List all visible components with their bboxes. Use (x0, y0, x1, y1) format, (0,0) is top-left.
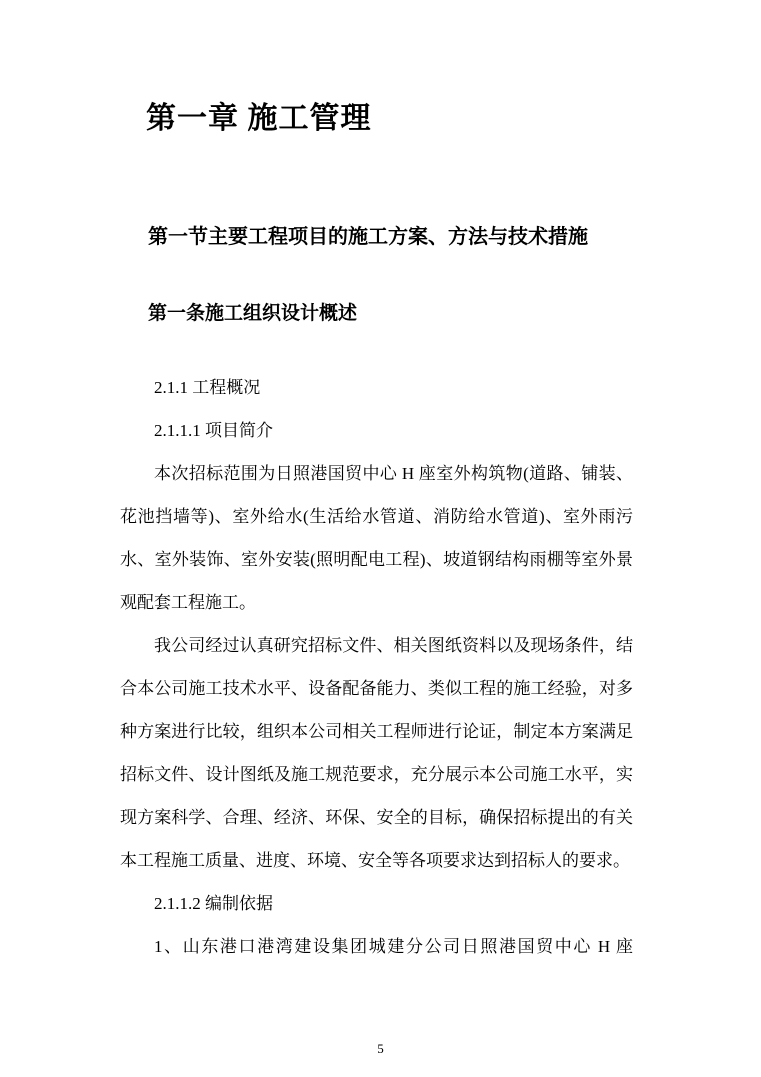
paragraph-bid-scope: 本次招标范围为日照港国贸中心 H 座室外构筑物(道路、铺装、花池挡墙等)、室外给水(生活给水管道、消防给水管道)、室外雨污水、室外装饰、室外安装(照明配电工程)、坡道钢结构雨棚等室外景观配套工程施工。 (120, 464, 633, 613)
section-title: 第一节主要工程项目的施工方案、方法与技术措施 (148, 225, 588, 248)
page-number: 5 (377, 1041, 384, 1056)
heading-project-intro: 2.1.1.1 项目简介 (154, 421, 273, 441)
paragraph-basis-item-1: 1、山东港口港湾建设集团城建分公司日照港国贸中心 H 座 (154, 937, 633, 957)
clause-title: 第一条施工组织设计概述 (148, 302, 358, 324)
document-body (120, 366, 633, 968)
chapter-title: 第一章 施工管理 (146, 102, 372, 135)
paragraph-company-plan: 我公司经过认真研究招标文件、相关图纸资料以及现场条件，结合本公司施工技术水平、设备配备能力、类似工程的施工经验，对多种方案进行比较，组织本公司相关工程师进行论证，制定本方案满足招标文件、设计图纸及施工规范要求，充分展示本公司施工水平，实现方案科学、合理、经济、环保、安全的目标，确保招标提出的有关本工程施工质量、进度、环境、安全等各项要求达到招标人的要求。 (120, 636, 633, 871)
heading-compilation-basis: 2.1.1.2 编制依据 (154, 894, 273, 914)
page-footer (0, 1041, 761, 1057)
heading-project-overview: 2.1.1 工程概况 (154, 378, 261, 398)
